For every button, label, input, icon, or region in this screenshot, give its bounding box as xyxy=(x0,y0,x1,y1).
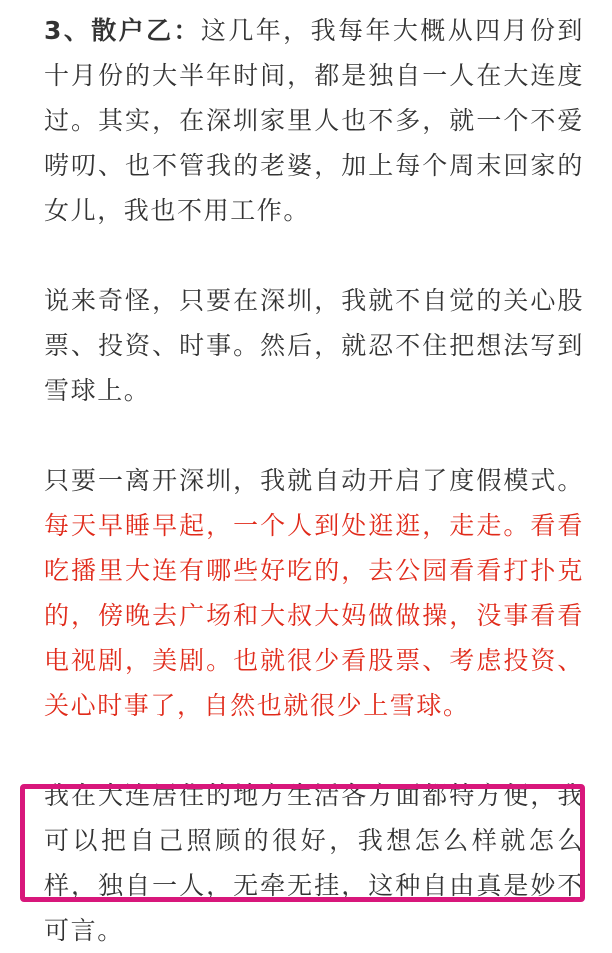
highlight-box xyxy=(20,784,585,902)
paragraph-1-text: 这几年，我每年大概从四月份到十月份的大半年时间，都是独自一人在大连度过。其实，在深圳家里人也不多，就一个不爱唠叨、也不管我的老婆，加上每个周末回家的女儿，我也不用工作。 xyxy=(44,16,584,225)
paragraph-spacer xyxy=(44,413,584,458)
paragraph-4: 我在大连居住的地方生活各方面都特方便，我可以把自己照顾的很好，我想怎么样就怎么样，独自一人，无牵无挂，这种自由真是妙不可言。 xyxy=(44,781,584,945)
paragraph-2: 说来奇怪，只要在深圳，我就不自觉的关心股票、投资、时事。然后，就忍不住把想法写到雪球上。 xyxy=(44,286,584,405)
paragraph-spacer xyxy=(44,233,584,278)
paragraph-3-emphasis: 每天早睡早起，一个人到处逛逛，走走。看看吃播里大连有哪些好吃的，去公园看看打扑克的，傍晚去广场和大叔大妈做做操，没事看看电视剧，美剧。也就很少看股票、考虑投资、关心时事了，自然也就很少上雪球。 xyxy=(44,511,584,720)
paragraph-spacer xyxy=(44,728,584,773)
paragraph-1 xyxy=(44,8,584,233)
paragraph-3-text: 只要一离开深圳，我就自动开启了度假模式。 xyxy=(44,466,584,495)
paragraph-3 xyxy=(44,458,584,728)
speaker-label: 3、散户乙： xyxy=(44,16,201,45)
